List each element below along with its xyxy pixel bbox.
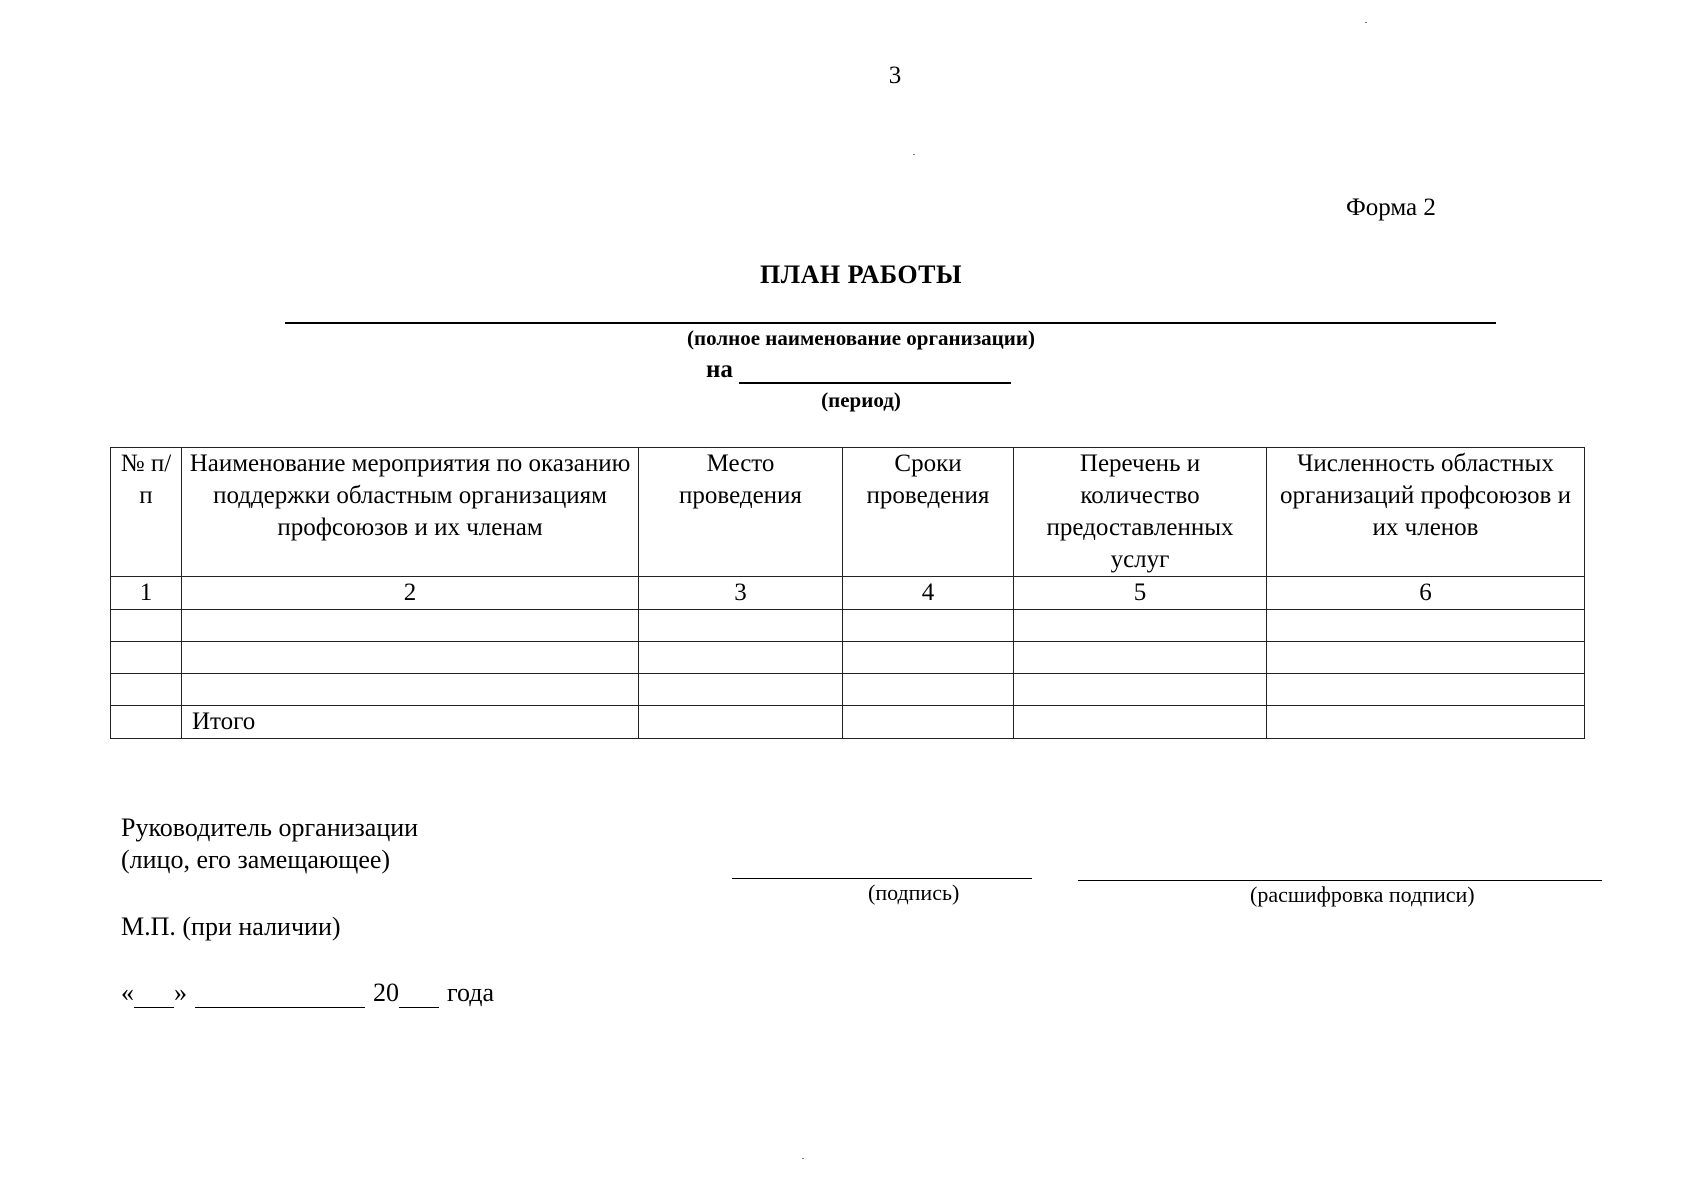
table-cell xyxy=(843,706,1014,739)
signature-line xyxy=(732,878,1032,879)
header-dates: Сроки проведения xyxy=(843,448,1014,577)
period-row xyxy=(706,356,1011,384)
scan-speck xyxy=(913,154,915,155)
table-cell xyxy=(111,674,182,706)
column-number-row xyxy=(111,577,1585,610)
table-cell xyxy=(1267,706,1585,739)
date-year-blank xyxy=(399,983,439,1008)
column-number: 4 xyxy=(843,577,1014,610)
total-row xyxy=(111,706,1585,739)
table-cell xyxy=(1267,642,1585,674)
page-number: 3 xyxy=(888,62,902,89)
table-cell xyxy=(182,642,639,674)
table-cell xyxy=(1267,610,1585,642)
table-cell xyxy=(1014,674,1267,706)
table-cell xyxy=(639,674,843,706)
date-year-prefix: 20 xyxy=(373,978,399,1007)
table-row xyxy=(111,642,1585,674)
table-cell xyxy=(843,674,1014,706)
table-cell xyxy=(111,706,182,739)
table-cell xyxy=(182,610,639,642)
scan-speck xyxy=(1365,22,1367,23)
scan-speck xyxy=(802,1158,804,1159)
column-number: 3 xyxy=(639,577,843,610)
period-caption: (период) xyxy=(821,388,901,412)
date-month-blank xyxy=(195,983,365,1008)
signatory-substitute: (лицо, его замещающее) xyxy=(121,845,391,874)
header-event-name: Наименование мероприятия по оказанию поддержки областным организациям профсоюзов и их членам xyxy=(182,448,639,577)
total-label: Итого xyxy=(182,706,639,739)
table-cell xyxy=(843,610,1014,642)
table-row xyxy=(111,610,1585,642)
table-cell xyxy=(1014,706,1267,739)
table-cell xyxy=(639,706,843,739)
stamp-label: М.П. (при наличии) xyxy=(121,912,341,941)
column-number: 6 xyxy=(1267,577,1585,610)
table-cell xyxy=(843,642,1014,674)
plan-table xyxy=(110,447,1585,739)
header-venue: Место проведения xyxy=(639,448,843,577)
column-number: 2 xyxy=(182,577,639,610)
column-number: 1 xyxy=(111,577,182,610)
signatory-title: Руководитель организации xyxy=(121,813,419,842)
period-prefix: на xyxy=(706,356,733,383)
signatory-block xyxy=(121,812,418,876)
signature-caption: (подпись) xyxy=(868,880,960,905)
table-cell xyxy=(639,642,843,674)
column-number: 5 xyxy=(1014,577,1267,610)
table-cell xyxy=(1014,610,1267,642)
table-header-row xyxy=(111,448,1585,577)
organization-name-line xyxy=(285,322,1496,324)
header-services: Перечень и количество предоставленных услуг xyxy=(1014,448,1267,577)
signature-decode-caption: (расшифровка подписи) xyxy=(1250,882,1475,907)
table-cell xyxy=(639,610,843,642)
table-cell xyxy=(1014,642,1267,674)
table-cell xyxy=(182,674,639,706)
date-close-quote: » xyxy=(174,978,187,1007)
signature-decode-line xyxy=(1078,880,1602,881)
date-suffix: года xyxy=(447,978,495,1007)
header-headcount: Численность областных организаций профсоюзов и их членов xyxy=(1267,448,1585,577)
date-row xyxy=(121,978,494,1008)
table-cell xyxy=(111,610,182,642)
period-line xyxy=(739,358,1011,384)
date-open-quote: « xyxy=(121,978,134,1007)
form-label: Форма 2 xyxy=(1346,194,1436,221)
table-cell xyxy=(111,642,182,674)
table-row xyxy=(111,674,1585,706)
header-number: № п/п xyxy=(111,448,182,577)
table-cell xyxy=(1267,674,1585,706)
date-day-blank xyxy=(134,983,174,1008)
document-title: ПЛАН РАБОТЫ xyxy=(759,260,963,289)
organization-caption: (полное наименование организации) xyxy=(687,326,1035,350)
